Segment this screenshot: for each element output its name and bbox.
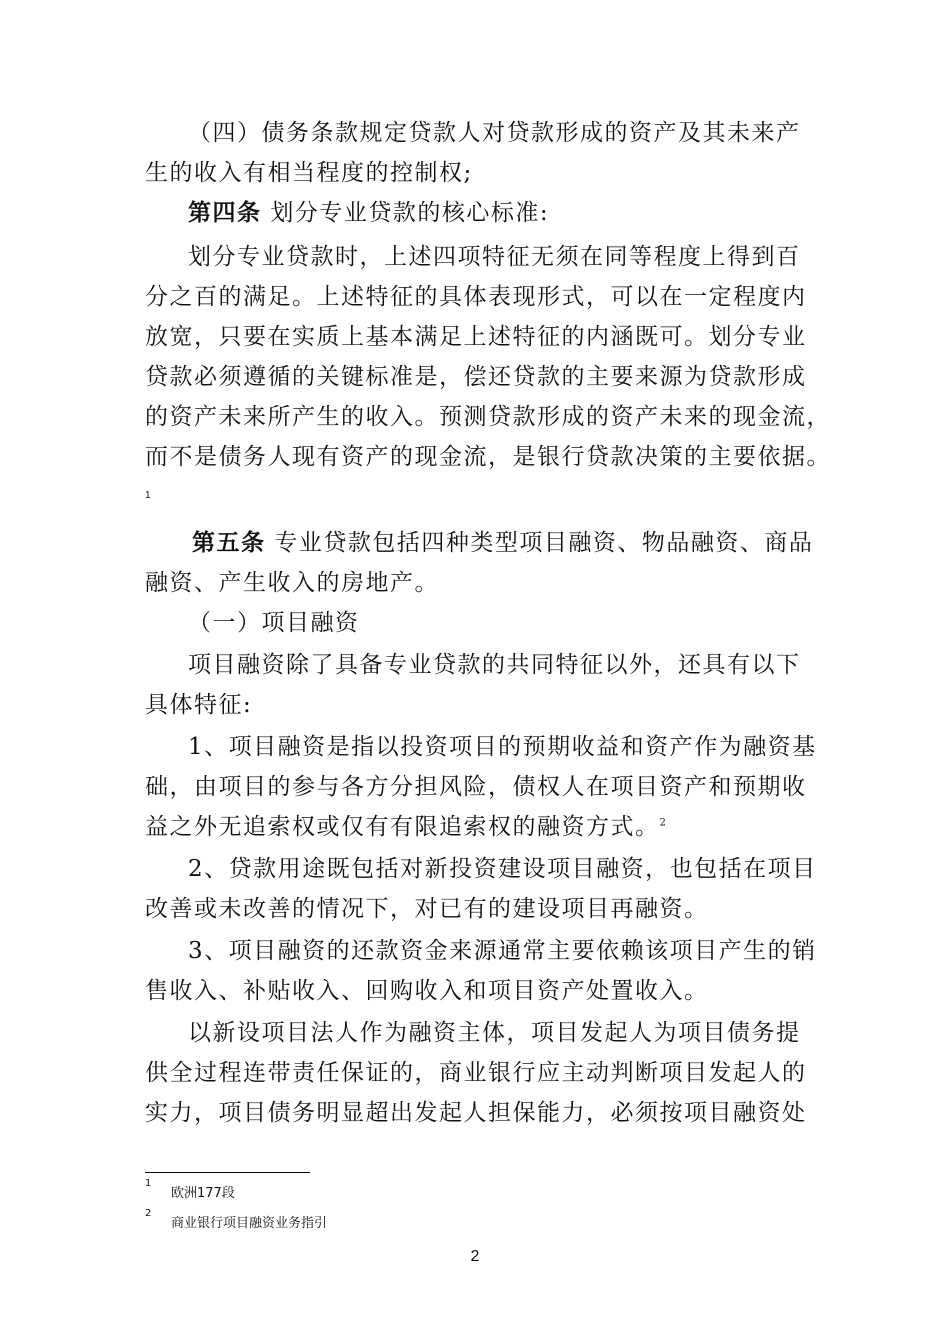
article-heading-line [188, 193, 808, 233]
footnote-reference-2[interactable]: 2 [659, 817, 666, 829]
footnote-reference-1[interactable]: 1 [145, 490, 151, 501]
paragraph-text: 供全过程连带责任保证的，商业银行应主动判断项目发起人的 [145, 1060, 807, 1086]
paragraph-text: 以新设项目法人作为融资主体，项目发起人为项目债务提 [188, 1020, 801, 1046]
paragraph-text: 贷款必须遵循的关键标准是，偿还贷款的主要来源为贷款形成 [145, 364, 807, 390]
article-5-heading: 第五条 [192, 530, 266, 556]
footnote-text: 欧洲177段 [171, 1186, 235, 1201]
paragraph-text: 分之百的满足。上述特征的具体表现形式，可以在一定程度内 [145, 284, 807, 310]
paragraph-line [145, 397, 831, 437]
paragraph-line [0, 113, 808, 153]
article-5-text: 专业贷款包括四种类型项目融资、物品融资、商品 [274, 530, 814, 556]
footnote-text: 商业银行项目融资业务指引 [171, 1216, 328, 1231]
paragraph-text: 而不是债务人现有资产的现金流，是银行贷款决策的主要依据。 [145, 444, 831, 470]
paragraph-line [188, 931, 817, 971]
paragraph-line [145, 317, 805, 357]
paragraph-line [188, 645, 808, 685]
footnote-number: 2 [145, 1208, 152, 1219]
paragraph-text: 益之外无追索权或仅有有限追索权的融资方式。 [145, 814, 660, 840]
paragraph-line [145, 563, 805, 603]
page-number: 2 [470, 1248, 480, 1265]
paragraph-text: 售收入、补贴收入、回购收入和项目资产处置收入。 [145, 978, 709, 1004]
paragraph-line [188, 727, 817, 767]
paragraph-line [188, 1013, 808, 1053]
paragraph-line [145, 767, 805, 807]
paragraph-line [145, 1053, 805, 1093]
article-heading-line [192, 523, 812, 563]
paragraph-line [145, 1093, 805, 1133]
paragraph-line [145, 153, 805, 193]
paragraph-line [145, 889, 805, 929]
section-heading-text: （一）项目融资 [188, 610, 360, 636]
paragraph-text: 3、项目融资的还款资金来源通常主要依赖该项目产生的销 [188, 938, 817, 964]
section-heading [188, 603, 808, 643]
paragraph-text: 具体特征: [145, 692, 253, 718]
paragraph-text: 2、贷款用途既包括对新投资建设项目融资，也包括在项目 [188, 856, 817, 882]
paragraph-text: 放宽，只要在实质上基本满足上述特征的内涵既可。划分专业 [145, 324, 807, 350]
paragraph-line [145, 807, 805, 847]
article-4-heading: 第四条 [188, 200, 262, 226]
footnote-separator [145, 1172, 310, 1173]
paragraph-text: 的资产未来所产生的收入。预测贷款形成的资产未来的现金流， [145, 404, 831, 430]
paragraph-line [145, 685, 805, 725]
paragraph-text: 改善或未改善的情况下，对已有的建设项目再融资。 [145, 896, 709, 922]
article-4-title: 划分专业贷款的核心标准: [270, 200, 550, 226]
paragraph-line [188, 237, 808, 277]
paragraph-text: 融资、产生收入的房地产。 [145, 570, 439, 596]
paragraph-line [145, 277, 805, 317]
paragraph-line [145, 437, 831, 477]
paragraph-text: 实力，项目债务明显超出发起人担保能力，必须按项目融资处 [145, 1100, 807, 1126]
paragraph-text: 生的收入有相当程度的控制权; [145, 160, 473, 186]
footnote-number: 1 [145, 1178, 152, 1189]
paragraph-line [145, 357, 805, 397]
paragraph-text: 项目融资除了具备专业贷款的共同特征以外，还具有以下 [188, 652, 801, 678]
paragraph-text: 1、项目融资是指以投资项目的预期收益和资产作为融资基 [188, 734, 817, 760]
paragraph-line [188, 849, 817, 889]
paragraph-text: 划分专业贷款时，上述四项特征无须在同等程度上得到百 [188, 244, 801, 270]
paragraph-line [145, 971, 805, 1011]
paragraph-text: （四）债务条款规定贷款人对贷款形成的资产及其未来产 [188, 120, 801, 146]
paragraph-text: 础，由项目的参与各方分担风险，债权人在项目资产和预期收 [145, 774, 807, 800]
